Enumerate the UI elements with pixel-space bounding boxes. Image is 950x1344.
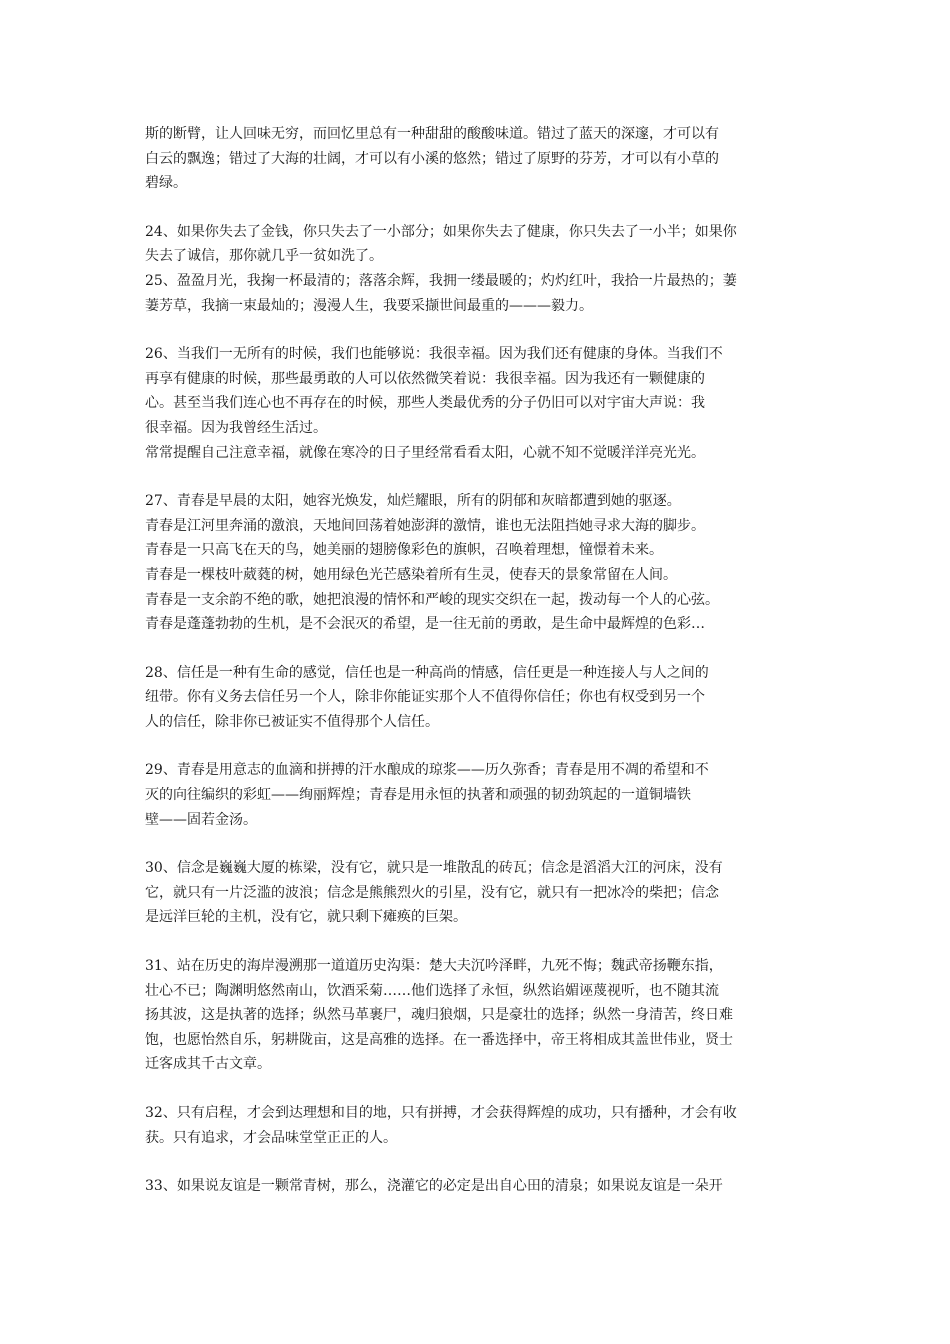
paragraph-32: 32、只有启程，才会到达理想和目的地，只有拼搏，才会获得辉煌的成功，只有播种，才会有收 获。只有追求，才会品味堂堂正正的人。 <box>145 1105 737 1146</box>
paragraph-24-25: 24、如果你失去了金钱，你只失去了一小部分；如果你失去了健康，你只失去了一小半；如果你 失去了诚信，那你就几乎一贫如洗了。 25、盈盈月光，我掬一杯最清的；落落余辉，我拥一缕最暖的；灼灼红叶，我拾一片最热的；萋 萋芳草，我摘一束最灿的；漫漫人生，我要采撷世间最重的———毅力。 <box>145 223 737 314</box>
document-body <box>145 122 813 1199</box>
paragraph-30: 30、信念是巍巍大厦的栋梁，没有它，就只是一堆散乱的砖瓦；信念是滔滔大江的河床，没有 它，就只有一片泛滥的波浪；信念是熊熊烈火的引星，没有它，就只有一把冰冷的柴把；信念 是远洋巨轮的主机，没有它，就只剩下瘫痪的巨架。 <box>145 860 723 926</box>
paragraph-28: 28、信任是一种有生命的感觉，信任也是一种高尚的情感，信任更是一种连接人与人之间的 纽带。你有义务去信任另一个人，除非你能证实那个人不值得你信任；你也有权受到另一个 人的信任，除非你已被证实不值得那个人信任。 <box>145 664 709 730</box>
paragraph-31: 31、站在历史的海岸漫溯那一道道历史沟渠：楚大夫沉吟泽畔，九死不悔；魏武帝扬鞭东指， 壮心不已；陶渊明悠然南山，饮酒采菊……他们选择了永恒，纵然谄媚诬蔑视听，也不随其流 扬其波，这是执著的选择；纵然马革裹尸，魂归狼烟，只是豪壮的选择；纵然一身清苦，终日难 饱，也愿怡然自乐，躬耕陇亩，这是高雅的选择。在一番选择中，帝王将相成其盖世伟业，贤士 迁客成其千古文章。 <box>145 958 733 1073</box>
paragraph-26: 26、当我们一无所有的时候，我们也能够说：我很幸福。因为我们还有健康的身体。当我们不 再享有健康的时候，那些最勇敢的人可以依然微笑着说：我很幸福。因为我还有一颗健康的 心。甚至当我们连心也不再存在的时候，那些人类最优秀的分子仍旧可以对宇宙大声说：我 很幸福。因为我曾经生活过。 常常提醒自己注意幸福，就像在寒冷的日子里经常看看太阳，心就不知不觉暖洋洋亮光光。 <box>145 346 723 461</box>
paragraph-continuation: 斯的断臂，让人回味无穷，而回忆里总有一种甜甜的酸酸味道。错过了蓝天的深邃，才可以有 白云的飘逸；错过了大海的壮阔，才可以有小溪的悠然；错过了原野的芬芳，才可以有小草的 碧绿。 <box>145 126 719 192</box>
paragraph-29: 29、青春是用意志的血滴和拼搏的汗水酿成的琼浆——历久弥香；青春是用不凋的希望和不 灭的向往编织的彩虹——绚丽辉煌；青春是用永恒的执著和顽强的韧劲筑起的一道铜墙铁 壁——固若金汤。 <box>145 762 709 828</box>
paragraph-33: 33、如果说友谊是一颗常青树，那么，浇灌它的必定是出自心田的清泉；如果说友谊是一朵开 <box>145 1178 723 1195</box>
paragraph-27: 27、青春是早晨的太阳，她容光焕发，灿烂耀眼，所有的阴郁和灰暗都遭到她的驱逐。 青春是江河里奔涌的激浪，天地间回荡着她澎湃的激情，谁也无法阻挡她寻求大海的脚步。 青春是一只高飞在天的鸟，她美丽的翅膀像彩色的旗帜，召唤着理想，憧憬着未来。 青春是一棵枝叶葳蕤的树，她用绿色光芒感染着所有生灵，使春天的景象常留在人间。 青春是一支余韵不绝的歌，她把浪漫的情怀和严峻的现实交织在一起，拨动每一个人的心弦。 青春是蓬蓬勃勃的生机，是不会泯灭的希望，是一往无前的勇敢，是生命中最辉煌的色彩… <box>145 493 719 633</box>
